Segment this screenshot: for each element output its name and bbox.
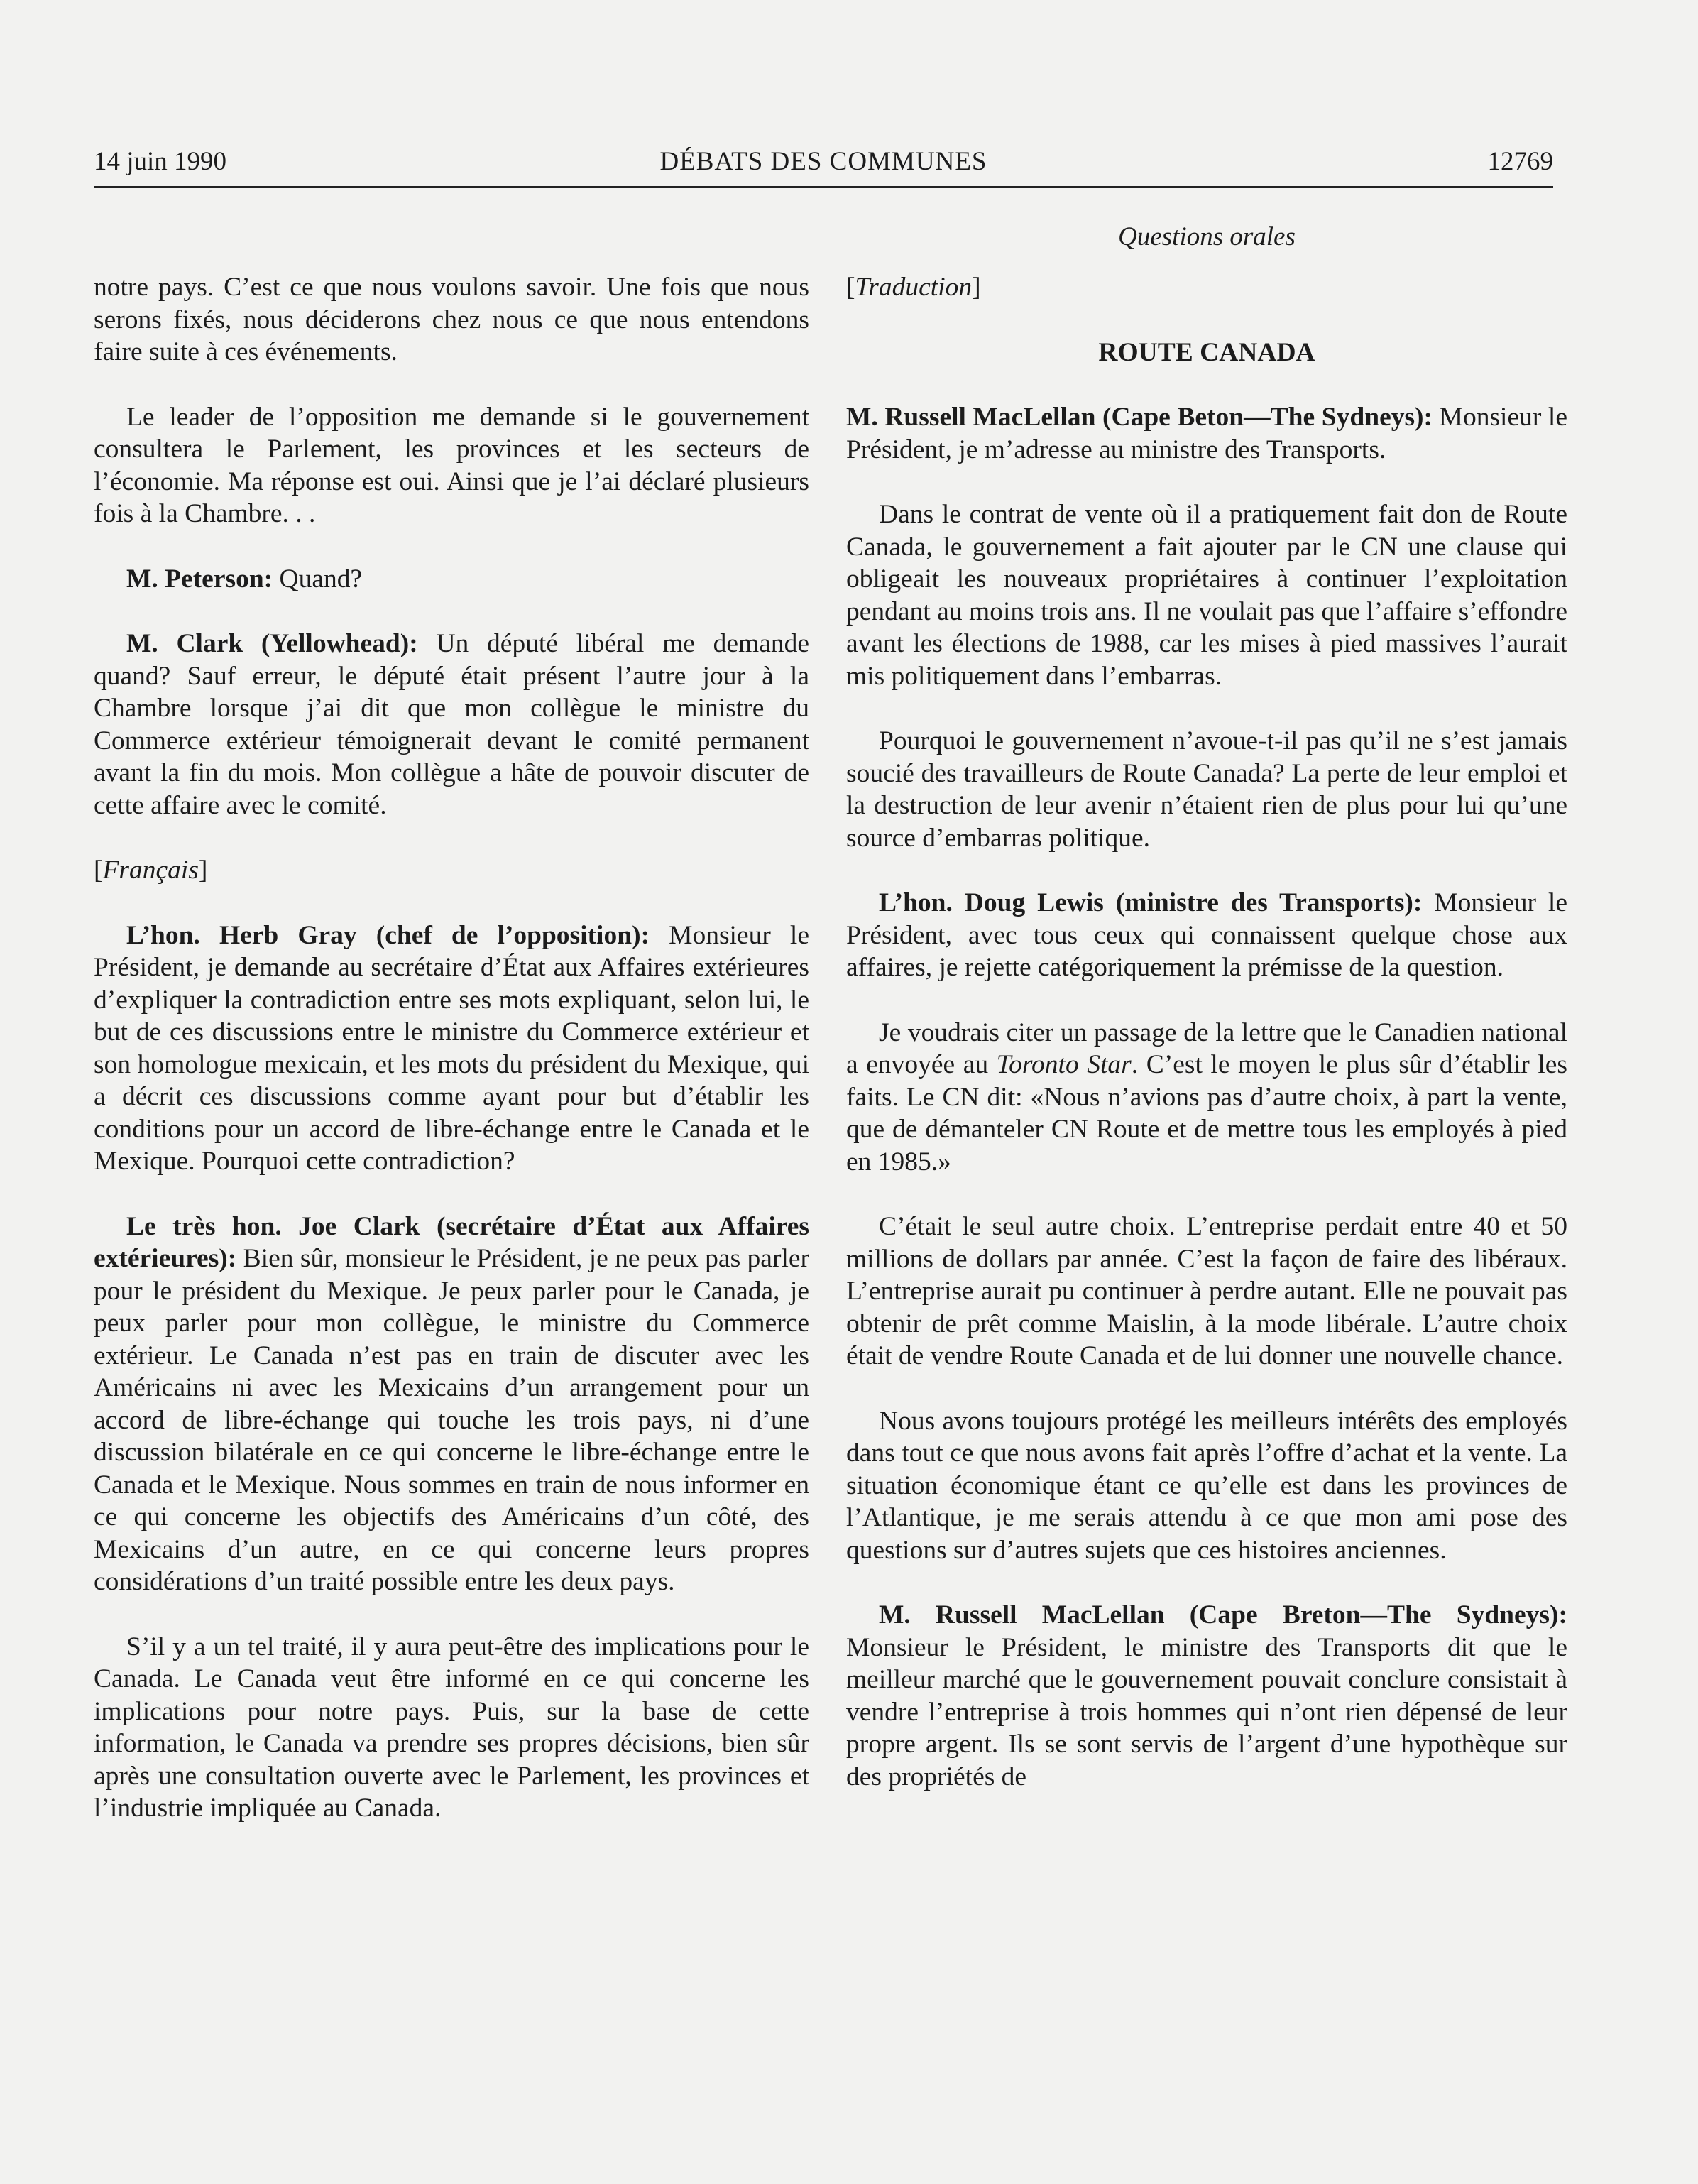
right-column: [846, 271, 1567, 1825]
speech-text: Un député libéral me demande quand? Sauf erreur, le député était présent l’autre jour à la Chambre lorsque j’ai dit que mon collègue le ministre du Commerce extérieur témoignerait devant le comité permanent avant la fin du mois. Mon collègue a hâte de pouvoir discuter de cette affaire avec le comité.: [94, 629, 809, 820]
speech-text: Quand?: [273, 564, 363, 594]
page-header: [94, 146, 1553, 188]
language-tag-text: Traduction: [855, 273, 973, 302]
speech-text: Monsieur le Président, le ministre des Transports dit que le meilleur marché que le gouvernement pouvait conclure consistait à vendre l’entreprise à trois hommes qui n’ont rien dépensé de leur propre argent. Ils se sont servis de l’argent d’une hypothèque sur des propriétés de: [846, 1632, 1567, 1791]
section-label: Questions orales: [1118, 222, 1296, 251]
paragraph: notre pays. C’est ce que nous voulons savoir. Une fois que nous serons fixés, nous déciderons chez nous ce que nous entendons faire suite à ces événements.: [94, 273, 809, 366]
paragraph: [846, 1599, 1567, 1793]
header-title: DÉBATS DES COMMUNES: [659, 147, 987, 176]
bracket: ]: [972, 273, 981, 302]
paragraph: [846, 887, 1567, 984]
paragraph: [94, 1211, 809, 1598]
bracket: ]: [198, 856, 208, 885]
speech-text: . C’est le moyen le plus sûr d’établir les faits. Le CN dit: «Nous n’avions pas d’autre choix, à part la vente, que de démanteler CN Route et de mettre tous les employés à pied en 1985.»: [846, 1050, 1567, 1176]
speech-text: Monsieur le Président, avec tous ceux qui connaissent quelque chose aux affaires, je rejette catégoriquement la prémisse de la question.: [846, 888, 1567, 982]
paragraph: [94, 919, 809, 1178]
language-tag: [94, 854, 809, 887]
language-tag: [846, 271, 1567, 304]
speaker-name: M. Russell MacLellan (Cape Breton—The Sydneys):: [879, 1600, 1567, 1629]
paragraph: [846, 401, 1567, 466]
paragraph: Dans le contrat de vente où il a pratiquement fait don de Route Canada, le gouvernement a fait ajouter par le CN une clause qui obligeait les nouveaux propriétaires à continuer l’exploitation pendant au moins trois ans. Il ne voulait pas que l’affaire s’effondre avant les élections de 1988, car les mises à pied massives l’aurait mis politiquement dans l’embarras.: [846, 500, 1567, 691]
paragraph: [94, 563, 809, 596]
speaker-name: L’hon. Herb Gray (chef de l’opposition):: [126, 920, 650, 950]
speaker-name: M. Peterson:: [126, 564, 273, 594]
left-column: [94, 271, 809, 1857]
speaker-name: M. Russell MacLellan (Cape Beton—The Sydneys):: [846, 403, 1433, 432]
paragraph: [846, 1017, 1567, 1179]
speaker-name: Le très hon. Joe Clark (secrétaire d’État aux Affaires extérieures):: [94, 1211, 809, 1273]
paragraph: [94, 628, 809, 821]
paragraph: Le leader de l’opposition me demande si le gouvernement consultera le Parlement, les provinces et les secteurs de l’économie. Ma réponse est oui. Ainsi que je l’ai déclaré plusieurs fois à la Chambre. . .: [94, 402, 809, 528]
paragraph: Nous avons toujours protégé les meilleurs intérêts des employés dans tout ce que nous avons fait après l’offre d’achat et la vente. La situation économique étant ce qu’elle est dans les provinces de l’Atlantique, je me serais attendu à ce que mon ami pose des questions sur d’autres sujets que ces histoires anciennes.: [846, 1406, 1567, 1565]
section-heading: ROUTE CANADA: [1098, 337, 1315, 367]
newspaper-title: Toronto Star: [996, 1050, 1132, 1079]
header-date: 14 juin 1990: [94, 147, 227, 176]
speech-text: Monsieur le Président, je m’adresse au ministre des Transports.: [846, 403, 1567, 464]
header-page-number: 12769: [1487, 147, 1553, 176]
speech-text: Bien sûr, monsieur le Président, je ne peux pas parler pour le président du Mexique. Je peux parler pour le Canada, je peux parler pour mon collègue, le ministre du Commerce extérieur. Le Canada n’est pas en train de discuter avec les Américains ni avec les Mexicains d’un arrangement pour un accord de libre-échange qui touche les trois pays, ni d’une discussion bilatérale en ce qui concerne le libre-échange entre le Canada et le Mexique. Nous sommes en train de nous informer en ce qui concerne les objectifs des Américains d’un côté, des Mexicains d’un autre, en ce qui concerne leurs propres considérations d’un traité possible entre les deux pays.: [94, 1244, 809, 1596]
speaker-name: M. Clark (Yellowhead):: [126, 629, 418, 658]
speech-text: Je voudrais citer un passage de la lettre que le Canadien national a envoyée au: [846, 1017, 1567, 1079]
language-tag-text: Français: [102, 856, 199, 885]
paragraph: Pourquoi le gouvernement n’avoue-t-il pas qu’il ne s’est jamais soucié des travailleurs de Route Canada? La perte de leur emploi et la destruction de leur avenir n’étaient rien de plus pour lui qu’une source d’embarras politique.: [846, 726, 1567, 853]
paragraph: S’il y a un tel traité, il y aura peut-être des implications pour le Canada. Le Canada veut être informé en ce qui concerne les implications pour notre pays. Puis, sur la base de cette information, le Canada va prendre ses propres décisions, bien sûr après une consultation ouverte avec le Parlement, les provinces et l’industrie impliquée au Canada.: [94, 1632, 809, 1823]
speech-text: Monsieur le Président, je demande au secrétaire d’État aux Affaires extérieures d’expliquer la contradiction entre ses mots expliquant, selon lui, le but de ces discussions entre le ministre du Commerce extérieur et son homologue mexicain, et les mots du président du Mexique, qui a décrit ces discussions comme ayant pour but d’établir les conditions pour un accord de libre-échange entre le Canada et le Mexique. Pourquoi cette contradiction?: [94, 920, 809, 1176]
paragraph: C’était le seul autre choix. L’entreprise perdait entre 40 et 50 millions de dollars par année. C’est la façon de faire des libéraux. L’entreprise aurait pu continuer à perdre autant. Elle ne pouvait pas obtenir de prêt comme Maislin, à la mode libérale. L’autre choix était de vendre Route Canada et de lui donner une nouvelle chance.: [846, 1212, 1567, 1370]
bracket: [: [846, 273, 855, 302]
speaker-name: L’hon. Doug Lewis (ministre des Transports):: [879, 888, 1423, 917]
bracket: [: [94, 856, 103, 885]
